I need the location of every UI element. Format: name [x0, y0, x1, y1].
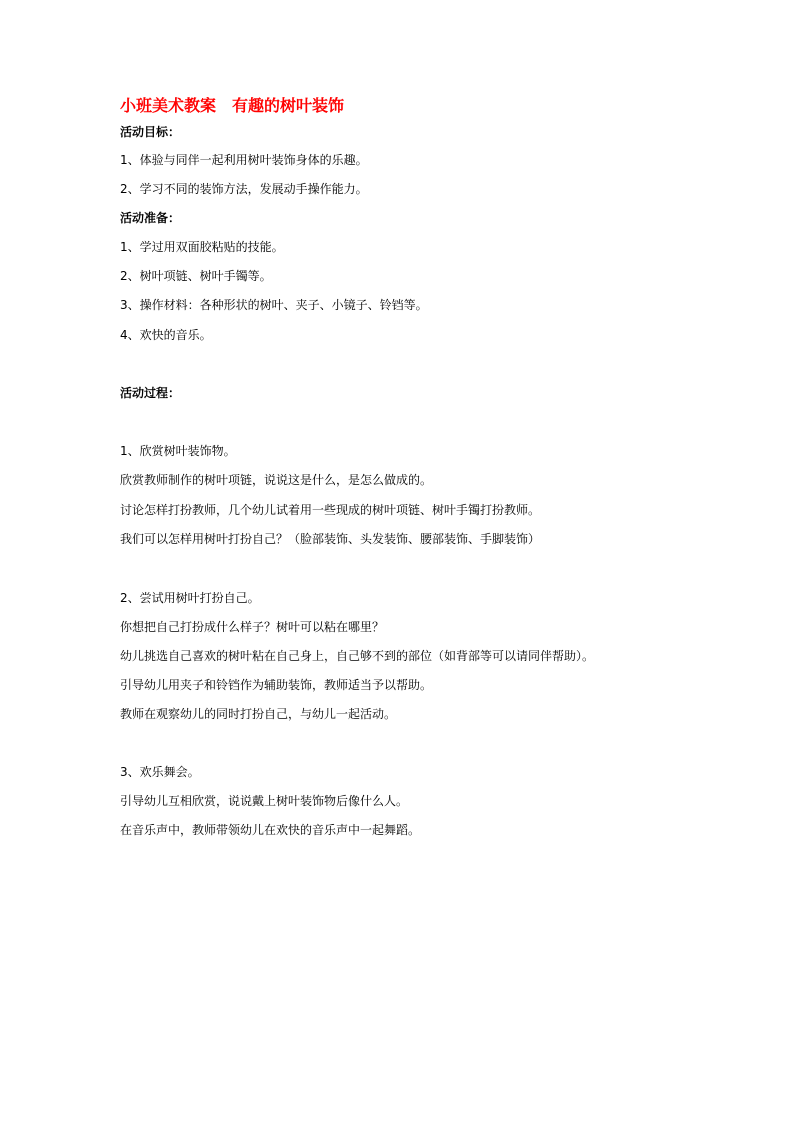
preparation-item: 2、树叶项链、树叶手镯等。: [120, 269, 272, 283]
preparation-heading: 活动准备：: [120, 211, 181, 225]
goal-item: 1、体验与同伴一起利用树叶装饰身体的乐趣。: [120, 153, 368, 167]
process-line: 在音乐声中，教师带领幼儿在欢快的音乐声中一起舞蹈。: [120, 823, 421, 837]
process-section-title: 3、欢乐舞会。: [120, 765, 200, 779]
goal-item: 2、学习不同的装饰方法，发展动手操作能力。: [120, 182, 368, 196]
process-line: 引导幼儿用夹子和铃铛作为辅助装饰，教师适当予以帮助。: [120, 678, 433, 692]
process-line: 你想把自己打扮成什么样子？树叶可以粘在哪里？: [120, 620, 385, 634]
process-heading: 活动过程：: [120, 386, 181, 400]
preparation-item: 1、学过用双面胶粘贴的技能。: [120, 240, 284, 254]
process-section-title: 1、欣赏树叶装饰物。: [120, 444, 236, 458]
process-line: 引导幼儿互相欣赏，说说戴上树叶装饰物后像什么人。: [120, 794, 409, 808]
process-line: 讨论怎样打扮教师，几个幼儿试着用一些现成的树叶项链、树叶手镯打扮教师。: [120, 503, 541, 517]
preparation-item: 3、操作材料：各种形状的树叶、夹子、小镜子、铃铛等。: [120, 298, 428, 312]
process-line: 欣赏教师制作的树叶项链，说说这是什么，是怎么做成的。: [120, 473, 433, 487]
goals-heading: 活动目标：: [120, 125, 181, 139]
process-line: 教师在观察幼儿的同时打扮自己，与幼儿一起活动。: [120, 707, 397, 721]
process-line: 我们可以怎样用树叶打扮自己？（脸部装饰、头发装饰、腰部装饰、手脚装饰）: [120, 532, 541, 546]
document-title: 小班美术教案 有趣的树叶装饰: [120, 96, 345, 115]
process-line: 幼儿挑选自己喜欢的树叶粘在自己身上，自己够不到的部位（如背部等可以请同伴帮助）。: [120, 649, 595, 663]
process-section-title: 2、尝试用树叶打扮自己。: [120, 591, 260, 605]
preparation-item: 4、欢快的音乐。: [120, 328, 212, 342]
